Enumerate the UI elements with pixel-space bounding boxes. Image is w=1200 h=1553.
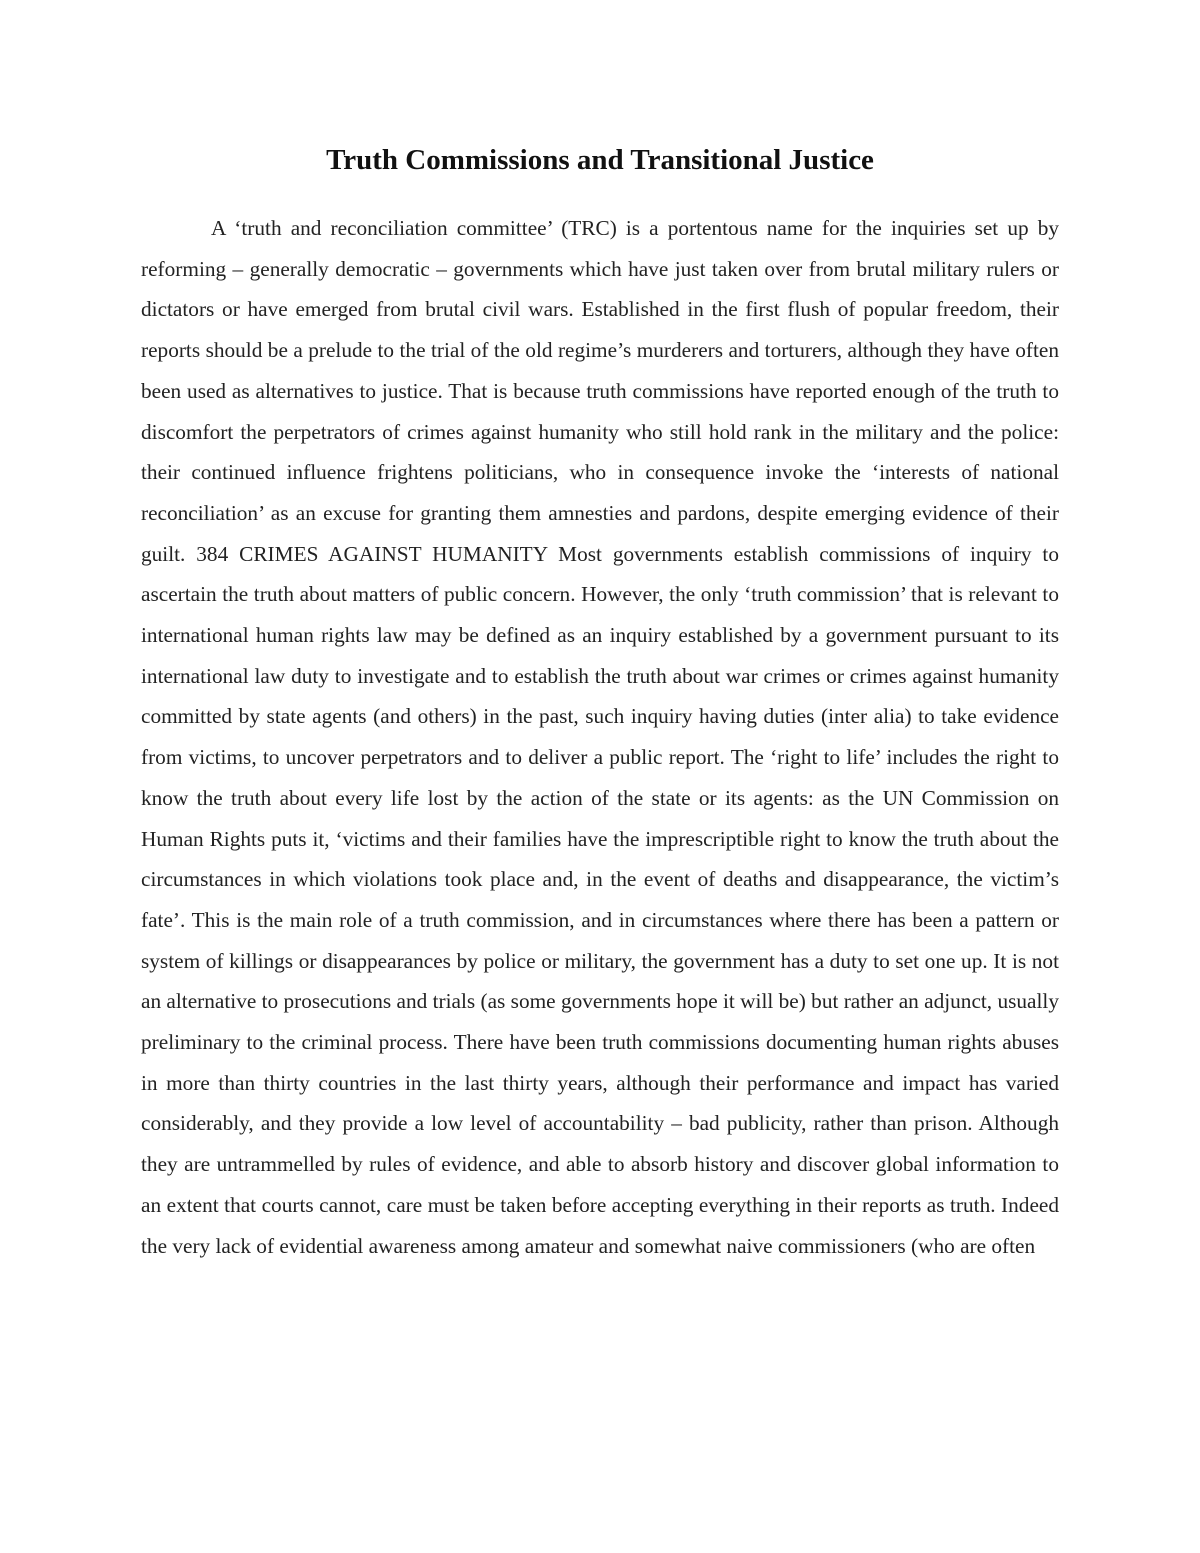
document-title: Truth Commissions and Transitional Justice bbox=[326, 144, 874, 176]
body-paragraph: A ‘truth and reconciliation committee’ (TRC) is a portentous name for the inquiries set up by reforming – generally democratic – governments which have just taken over from brutal military rulers or dictators or have emerged from brutal civil wars. Established in the first flush of popular freedom, their reports should be a prelude to the trial of the old regime’s murderers and torturers, although they have often been used as alternatives to justice. That is because truth commissions have reported enough of the truth to discomfort the perpetrators of crimes against humanity who still hold rank in the military and the police: their continued influence frightens politicians, who in consequence invoke the ‘interests of national reconciliation’ as an excuse for granting them amnesties and pardons, despite emerging evidence of their guilt. 384 CRIMES AGAINST HUMANITY Most governments establish commissions of inquiry to ascertain the truth about matters of public concern. However, the only ‘truth commission’ that is relevant to international human rights law may be defined as an inquiry established by a government pursuant to its international law duty to investigate and to establish the truth about war crimes or crimes against humanity committed by state agents (and others) in the past, such inquiry having duties (inter alia) to take evidence from victims, to uncover perpetrators and to deliver a public report. The ‘right to life’ includes the right to know the truth about every life lost by the action of the state or its agents: as the UN Commission on Human Rights puts it, ‘victims and their families have the imprescriptible right to know the truth about the circumstances in which violations took place and, in the event of deaths and disappearance, the victim’s fate’. This is the main role of a truth commission, and in circumstances where there has been a pattern or system of killings or disappearances by police or military, the government has a duty to set one up. It is not an alternative to prosecutions and trials (as some governments hope it will be) but rather an adjunct, usually preliminary to the criminal process. There have been truth commissions documenting human rights abuses in more than thirty countries in the last thirty years, although their performance and impact has varied considerably, and they provide a low level of accountability – bad publicity, rather than prison. Although they are untrammelled by rules of evidence, and able to absorb history and discover global information to an extent that courts cannot, care must be taken before accepting everything in their reports as truth. Indeed the very lack of evidential awareness among amateur and somewhat naive commissioners (who are often bbox=[141, 216, 1059, 1258]
